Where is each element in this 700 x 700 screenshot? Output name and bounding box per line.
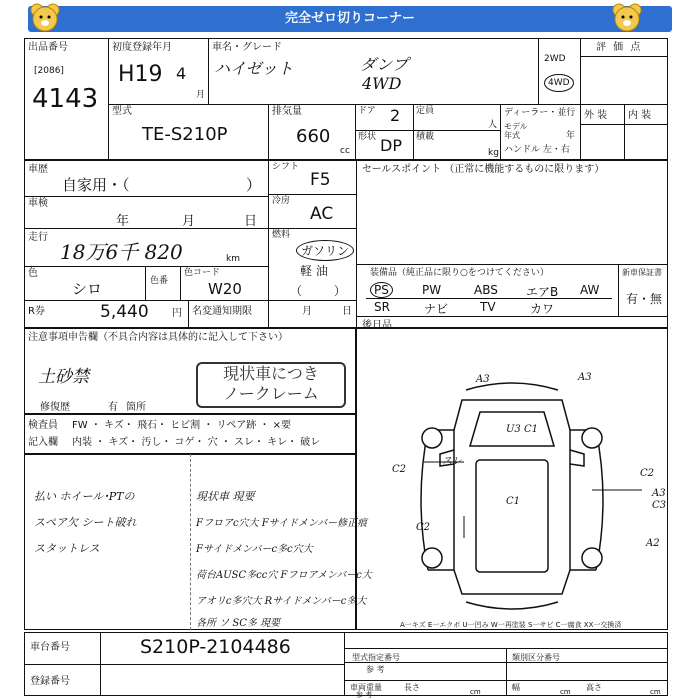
displacement-value: 660 xyxy=(296,126,331,147)
inspector-note-2: スペア欠 シート破れ xyxy=(34,516,137,529)
color-code-label: 色番 xyxy=(150,276,169,286)
first-reg-month: 4 xyxy=(176,64,187,83)
bear-mascot-icon-right xyxy=(610,2,644,34)
car-body-type: ダンプ xyxy=(360,55,409,74)
color-label: 色 xyxy=(28,268,38,279)
class-label: 類別区分番号 xyxy=(512,653,560,662)
capacity-label: 定員 xyxy=(416,106,435,116)
interior-label: 内 装 xyxy=(628,110,652,121)
car-drive: 4WD xyxy=(362,74,402,93)
mark-c2-right: C2 xyxy=(640,468,655,479)
history-label: 車歴 xyxy=(28,164,48,175)
first-reg-era: H19 xyxy=(118,62,163,87)
no-claim-stamp xyxy=(196,362,346,408)
dims-length: 長さ xyxy=(404,683,420,692)
dealer-year: 年式 xyxy=(504,131,520,140)
recycle-value: 5,440 xyxy=(100,302,149,322)
notes-handwritten: 土砂禁 xyxy=(38,367,89,387)
fuel-label: 燃料 xyxy=(272,230,291,240)
doors-label: ドア xyxy=(358,106,376,116)
name-change-label: 名変通知期限 xyxy=(192,306,252,317)
dealer-label: ディーラー・並行 xyxy=(504,108,576,118)
load-unit: kg xyxy=(488,148,499,158)
mark-c3: C3 xyxy=(652,500,667,511)
drive-4wd-circled: 4WD xyxy=(544,74,574,92)
lot-label: 出品番号 xyxy=(28,42,68,53)
repair-history-value: 有 xyxy=(108,402,118,413)
dims-cm-2: cm xyxy=(560,688,571,696)
notes-label: 注意事項申告欄（不具合内容は具体的に記入して下さい） xyxy=(28,332,288,343)
history-close: ） xyxy=(246,176,262,194)
fuel-paren: （ ） xyxy=(290,284,360,298)
capacity-unit: 人 xyxy=(488,120,498,130)
equip-abs: ABS xyxy=(474,283,498,297)
sales-point-label: セールスポイント （正常に機能するものに限ります） xyxy=(362,164,605,175)
dealer-model: モデル xyxy=(504,122,528,131)
color-value: シロ xyxy=(72,280,103,298)
dims-ref: 参 考 xyxy=(356,691,373,699)
first-reg-unit: 月 xyxy=(196,90,206,100)
equip-tv: TV xyxy=(480,300,496,314)
score-label: 評 価 点 xyxy=(596,42,643,53)
dims-height: 高さ xyxy=(586,683,602,692)
shift-value: F5 xyxy=(310,170,331,190)
ac-label: 冷房 xyxy=(272,196,291,206)
recycle-label: R券 xyxy=(28,306,45,317)
inspector-row2: 内装 ・ キズ・ 汚し・ コゲ・ 穴 ・ スレ・ キレ・ 破レ xyxy=(72,437,321,448)
inspector-label1: 検査員 xyxy=(28,420,58,431)
mark-c2-left: C2 xyxy=(392,464,407,475)
load-label: 積載 xyxy=(416,132,435,142)
equip-leather: カワ xyxy=(530,302,555,316)
inspector-note-9: 各所 ソ SC多 現要 xyxy=(196,618,281,629)
mark-a3-right: A3 xyxy=(578,372,592,383)
warranty-value: 有・無 xyxy=(626,292,663,306)
shift-label: シフト xyxy=(272,162,300,172)
mileage-value: 18万6千 820 xyxy=(60,240,183,264)
top-section xyxy=(24,38,668,160)
dims-weight-label: 車両重量 xyxy=(350,683,382,692)
stamp-line1: 現状車につき xyxy=(223,364,319,383)
inspector-note-1: 払い ホイール･PTの xyxy=(34,490,135,503)
banner-title: 完全ゼロ切りコーナー xyxy=(28,6,672,32)
mileage-unit: km xyxy=(226,254,240,264)
mark-c2-rear: C2 xyxy=(416,522,431,533)
doors-value: 2 xyxy=(390,106,401,125)
first-reg-label: 初度登録年月 xyxy=(112,42,172,53)
recycle-unit: 円 xyxy=(172,308,182,319)
lot-number: 4143 xyxy=(32,84,99,114)
equip-aw: AW xyxy=(580,283,600,297)
name-change-day: 日 xyxy=(342,306,352,317)
fuel-gas-circled: ガソリン xyxy=(296,240,354,261)
lot-sub: [2086] xyxy=(34,66,64,76)
mark-sure: スレ xyxy=(442,456,462,467)
post-equipment-label: 後日品 xyxy=(362,320,392,331)
dims-cm-3: cm xyxy=(650,688,661,696)
model-value: TE-S210P xyxy=(142,124,228,145)
dims-cm-1: cm xyxy=(470,688,481,696)
dims-width: 幅 xyxy=(512,683,520,692)
warranty-label: 新車保証書 xyxy=(622,268,662,277)
damage-legend: A一キズ E一エクボ U一凹み W一再塗装 S一サビ C一腐食 XX一交換済 xyxy=(400,621,622,629)
inspector-note-8: アオリc多穴大 Rサイドメンバーc多大 xyxy=(196,596,367,607)
model-label: 型式 xyxy=(112,106,132,117)
dealer-handle: ハンドル 左・右 xyxy=(504,145,570,155)
equip-airbag: エアB xyxy=(526,285,559,299)
color-code-title: 色コード xyxy=(184,268,221,278)
equip-ps: PS xyxy=(370,282,393,298)
shape-label: 形状 xyxy=(358,132,377,142)
type-ref: 参 考 xyxy=(366,665,385,674)
inspector-row1: FW ・ キズ・ 飛石・ ヒビ割 ・ リペア跡 ・ ×要 xyxy=(72,420,292,431)
type-designation-label: 型式指定番号 xyxy=(352,653,400,662)
chassis-label: 車台番号 xyxy=(30,642,70,653)
color-code-value: W20 xyxy=(208,280,242,298)
mark-a3-left: A3 xyxy=(476,374,490,385)
inspection-year: 年 xyxy=(116,214,130,229)
drive-2wd: 2WD xyxy=(544,54,566,64)
displacement-label: 排気量 xyxy=(272,106,302,117)
inspector-note-4: 現状車 現要 xyxy=(196,490,255,503)
mark-u3c1: U3 C1 xyxy=(506,424,538,435)
inspection-month: 月 xyxy=(182,214,196,229)
equip-pw: PW xyxy=(422,283,442,297)
fuel-diesel: 軽 油 xyxy=(300,264,328,278)
repair-history-unit: 箇所 xyxy=(126,402,146,413)
displacement-unit: cc xyxy=(340,146,350,156)
mark-a3-side: A3 xyxy=(652,488,666,499)
mileage-label: 走行 xyxy=(28,232,48,243)
history-value: 自家用・（ xyxy=(62,176,130,194)
ac-value: AC xyxy=(310,204,334,224)
stamp-line2: ノークレーム xyxy=(223,384,319,403)
car-diagram xyxy=(356,340,668,620)
car-name: ハイゼット xyxy=(214,59,294,78)
registration-label: 登録番号 xyxy=(30,676,70,687)
repair-history-label: 修復歴 xyxy=(40,402,70,413)
car-name-label: 車名・グレード xyxy=(212,42,282,53)
inspection-day: 日 xyxy=(244,214,258,229)
exterior-label: 外 装 xyxy=(584,110,608,121)
chassis-value: S210P-2104486 xyxy=(140,636,291,658)
bear-mascot-icon xyxy=(28,2,62,34)
inspector-note-5: Fフロアc穴大 Fサイドメンバー修正痕 xyxy=(196,518,368,529)
shape-value: DP xyxy=(380,136,402,155)
inspector-note-7: 荷台AUSC多cc穴 Fフロアメンバーc大 xyxy=(196,570,372,581)
equipment-label: 装備品（純正品に限り○をつけてください） xyxy=(370,268,549,278)
equip-navi: ナビ xyxy=(424,302,449,316)
inspector-note-3: スタットレス xyxy=(34,542,100,555)
name-change-month: 月 xyxy=(302,306,312,317)
equip-sr: SR xyxy=(374,300,390,314)
inspection-label: 車検 xyxy=(28,198,48,209)
inspector-note-6: Fサイドメンバーc多c穴大 xyxy=(196,544,313,555)
dealer-year-unit: 年 xyxy=(566,131,576,141)
mark-c1-bed: C1 xyxy=(506,496,521,507)
inspector-label2: 記入欄 xyxy=(28,437,58,448)
mark-a2: A2 xyxy=(646,538,660,549)
